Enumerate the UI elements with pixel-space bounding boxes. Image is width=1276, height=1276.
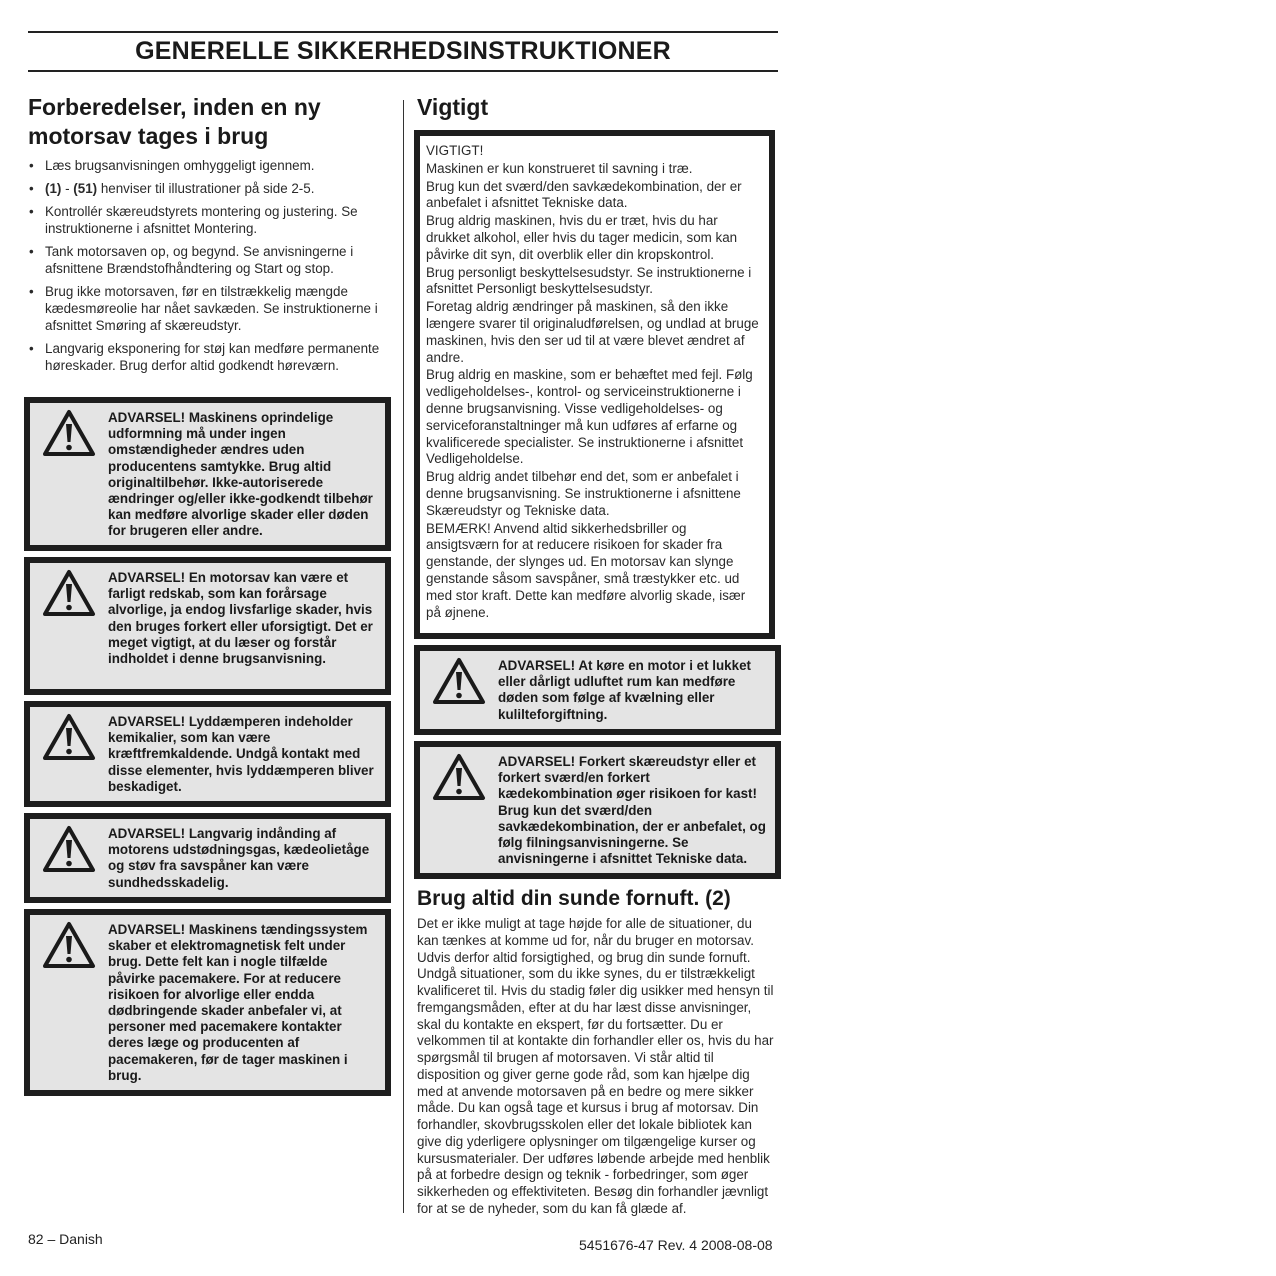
column-divider bbox=[403, 100, 404, 1213]
warning-box bbox=[24, 909, 391, 1096]
warning-box bbox=[414, 645, 781, 735]
warning-text: ADVARSEL! Forkert skæreudstyr eller et forkert sværd/en forkert kædekombination øger risikoen for kast! Brug kun det sværd/den savkædekombination, der er anbefalet, og følg filningsanvisningerne. Se anvisningerne i afsnittet Tekniske data. bbox=[498, 754, 766, 867]
warning-box bbox=[24, 397, 391, 551]
warning-text: ADVARSEL! Maskinens oprindelige udformning må under ingen omstændigheder ændres uden producentens samtykke. Brug altid originaltilbehør. Ikke-autoriserede ændringer og/eller ikke-godkendt tilbehør kan medføre alvorlige skader eller døden for brugeren eller andre. bbox=[108, 410, 373, 539]
common-sense-section bbox=[417, 886, 777, 1218]
important-paragraph: Brug aldrig andet tilbehør end det, som er anbefalet i denne brugsanvisning. Se instruktionerne i afsnittene Skæreudstyr og Tekniske data. bbox=[426, 469, 741, 518]
preparation-list bbox=[28, 157, 390, 374]
page-title: GENERELLE SIKKERHEDSINSTRUKTIONER bbox=[135, 37, 671, 65]
list-item: • Læs brugsanvisningen omhyggeligt igennem. bbox=[28, 157, 390, 174]
warning-text: ADVARSEL! Lyddæmperen indeholder kemikalier, som kan være kræftfremkaldende. Undgå kontakt med disse elementer, hvis lyddæmperen bliver beskadiget. bbox=[108, 714, 374, 794]
warning-text: ADVARSEL! At køre en motor i et lukket eller dårligt udluftet rum kan medføre døden som følge af kvælning eller kulilteforgiftning. bbox=[498, 658, 751, 722]
warning-box bbox=[414, 741, 781, 879]
list-item: • (1) - (51) henviser til illustrationer på side 2-5. bbox=[28, 180, 390, 197]
preparation-heading: Forberedelser, inden en ny motorsav tages i brug bbox=[28, 94, 321, 149]
right-column bbox=[417, 93, 780, 122]
warning-text: ADVARSEL! En motorsav kan være et farligt redskab, som kan forårsage alvorlige, ja endog livsfarlige skader, hvis den bruges forkert eller uforsigtigt. Det er meget vigtigt, at du læser og forstår indholdet i denne brugsanvisning. bbox=[108, 570, 373, 667]
important-paragraph: Foretag aldrig ændringer på maskinen, så den ikke længere svarer til originaludførelsen, og undlad at bruge maskinen, hvis den ser ud til at være blevet ændret af andre. bbox=[426, 299, 759, 365]
warning-triangle-icon bbox=[30, 819, 108, 873]
warning-triangle-icon bbox=[420, 651, 498, 705]
warning-triangle-icon bbox=[30, 563, 108, 617]
list-item: • Tank motorsaven op, og begynd. Se anvisningerne i afsnittene Brændstofhåndtering og Start og stop. bbox=[28, 243, 390, 277]
important-heading: Vigtigt bbox=[417, 94, 489, 120]
important-paragraph: BEMÆRK! Anvend altid sikkerhedsbriller og ansigtsværn for at reducere risikoen for skader fra genstande, der slynges ud. En motorsav kan slynge genstande såsom savspåner, små træstykker etc. ud med stor kraft. Dette kan medføre alvorlig skade, især på øjnene. bbox=[426, 520, 746, 620]
common-sense-heading: Brug altid din sunde fornuft. (2) bbox=[417, 887, 731, 910]
list-item: • Langvarig eksponering for støj kan medføre permanente høreskader. Brug derfor altid godkendt høreværn. bbox=[28, 340, 390, 374]
left-column bbox=[28, 93, 390, 380]
warning-box bbox=[24, 557, 391, 695]
warning-triangle-icon bbox=[30, 915, 108, 969]
important-paragraph: Maskinen er kun konstrueret til savning i træ. bbox=[426, 160, 693, 176]
warning-box bbox=[24, 813, 391, 903]
important-paragraph: Brug aldrig en maskine, som er behæftet med fejl. Følg vedligeholdelses-, kontrol- og serviceinstruktionerne i denne brugsanvisning. Visse vedligeholdelses- og serviceforanstaltninger må kun udføres af erfarne og kvalificerede specialister. Se instruktionerne i afsnittet Vedligeholdelse. bbox=[426, 367, 753, 467]
warning-box bbox=[24, 701, 391, 807]
list-item: • Brug ikke motorsaven, før en tilstrækkelig mængde kædesmøreolie har nået savkæden. Se instruktionerne i afsnittet Smøring af skæreudstyr. bbox=[28, 283, 390, 334]
important-paragraph: Brug aldrig maskinen, hvis du er træt, hvis du har drukket alkohol, eller hvis du tager medicin, som kan påvirke dit syn, dit overblik eller din kropskontrol. bbox=[426, 213, 738, 262]
list-item: • Kontrollér skæreudstyrets montering og justering. Se instruktionerne i afsnittet Montering. bbox=[28, 203, 390, 237]
warning-text: ADVARSEL! Maskinens tændingssystem skaber et elektromagnetisk felt under brug. Dette felt kan i nogle tilfælde påvirke pacemakere. For at reducere risikoen for alvorlige eller endda dødbringende skader anbefaler vi, at personer med pacemakere kontakter deres læge og producenten af pacemakeren, før de tager maskinen i brug. bbox=[108, 922, 368, 1083]
important-box bbox=[414, 130, 775, 639]
important-paragraph: Brug personligt beskyttelsesudstyr. Se instruktionerne i afsnittet Personligt beskyttelsesudstyr. bbox=[426, 264, 752, 297]
page-number: 82 – Danish bbox=[28, 1231, 103, 1247]
warning-triangle-icon bbox=[420, 747, 498, 801]
warning-text: ADVARSEL! Langvarig indånding af motorens udstødningsgas, kædeolietåge og støv fra savspåner kan være sundhedsskadelig. bbox=[108, 826, 370, 890]
important-paragraph: Brug kun det sværd/den savkædekombination, der er anbefalet i afsnittet Tekniske data. bbox=[426, 178, 742, 211]
important-label: VIGTIGT! bbox=[426, 143, 484, 158]
common-sense-text: Det er ikke muligt at tage højde for alle de situationer, du kan tænkes at komme ud for, når du bruger en motorsav. Udvis derfor altid forsigtighed, og brug din sunde fornuft. Undgå situationer, som du ikke synes, du er tilstrækkeligt kvalificeret til. Hvis du stadig føler dig usikker med hensyn til fremgangsmåden, efter at du har læst disse anvisninger, skal du kontakte en ekspert, før du fortsætter. Du er velkommen til at kontakte din forhandler eller os, hvis du har spørgsmål til brugen af motorsaven. Vi står altid til disposition og giver gerne gode råd, som kan hjælpe dig med at anvende motorsaven på en bedre og mere sikker måde. Du kan også tage et kursus i brug af motorsav. Din forhandler, skovbrugsskolen eller det lokale bibliotek kan give dig yderligere oplysninger om tilgængelige kurser og kursusmaterialer. Der udføres løbende arbejde med henblik på at forbedre design og teknik - forbedringer, som øger sikkerheden og effektiviteten. Besøg din forhandler jævnligt for at se de nyheder, som du kan få glæde af. bbox=[417, 916, 774, 1216]
page-header bbox=[28, 31, 778, 72]
document-id: 5451676-47 Rev. 4 2008-08-08 bbox=[579, 1237, 773, 1253]
warning-triangle-icon bbox=[30, 707, 108, 761]
warning-triangle-icon bbox=[30, 403, 108, 457]
